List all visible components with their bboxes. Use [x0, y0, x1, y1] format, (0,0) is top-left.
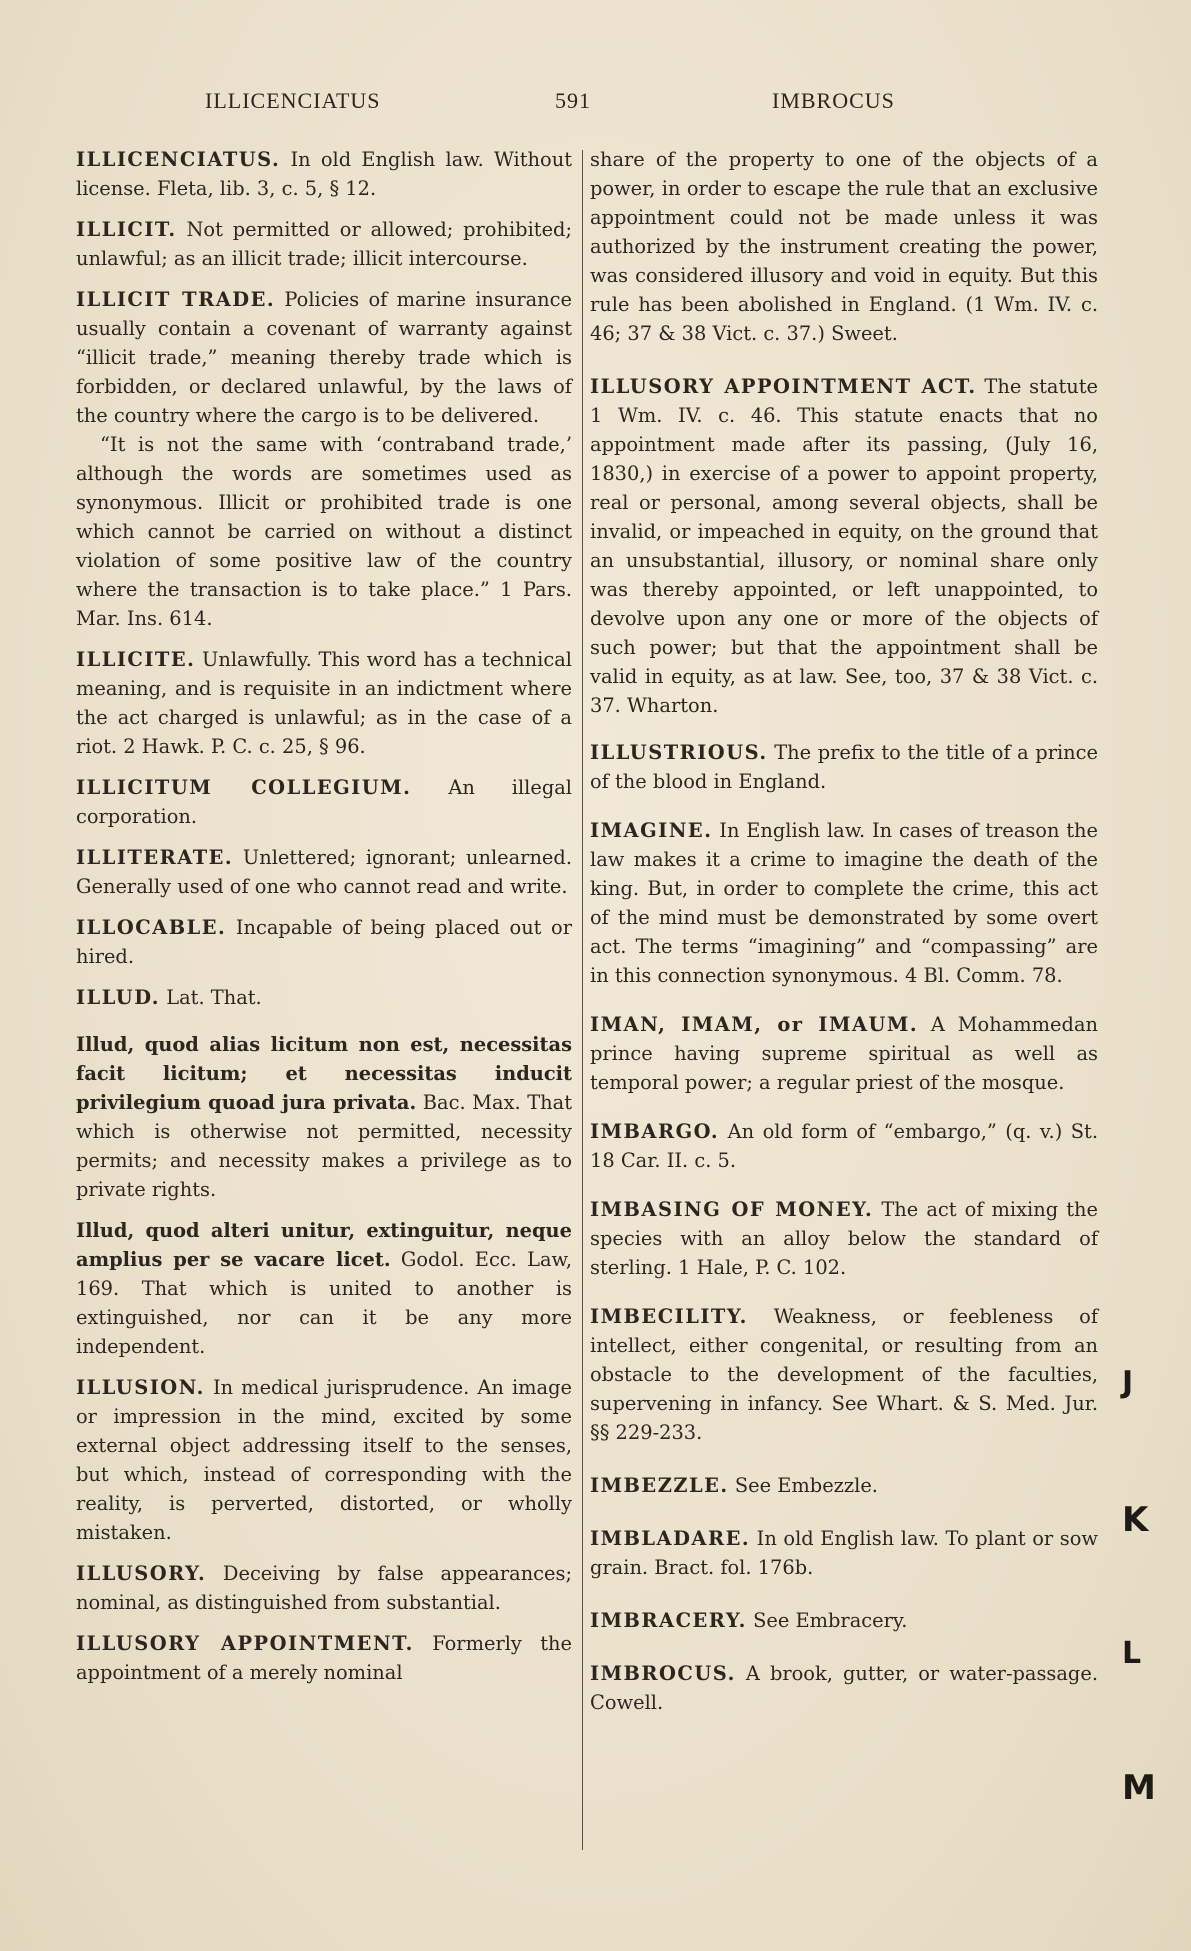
thumb-index-j: J: [1122, 1365, 1134, 1400]
thumb-index-l: L: [1122, 1636, 1142, 1671]
maxim-entry: Illud, quod alteri unitur, extinguitur, neque amplius per se vacare licet. Godol. Ecc. Law, 169. That which is united to another is extinguished, nor can it be any more independent.: [76, 1219, 573, 1358]
entry: ILLUSORY APPOINTMENT ACT. The statute 1 Wm. IV. c. 46. This statute enacts that no appointment made after its passing, (July 16, 1830,) in exercise of a power to appoint property, real or personal, among several objects, shall be invalid, or impeached in equity, on the ground that an unsubstantial, illusory, or nominal share only was thereby appointed, or left unappointed, to devolve upon any one or more of the objects of such power; but that the appointment shall be valid in equity, as at law. See, too, 37 & 38 Vict. c. 37. Wharton.: [590, 375, 1098, 717]
entry: ILLUSTRIOUS. The prefix to the title of a prince of the blood in England.: [590, 741, 1098, 793]
entry: ILLOCABLE. Incapable of being placed out or hired.: [76, 916, 572, 968]
entry: ILLICIT. Not permitted or allowed; prohibited; unlawful; as an illicit trade; illicit intercourse.: [76, 218, 572, 270]
column-divider: [582, 150, 583, 1850]
entry: IMBROCUS. A brook, gutter, or water-passage. Cowell.: [590, 1662, 1098, 1714]
entry: ILLUSORY. Deceiving by false appearances; nominal, as distinguished from substantial.: [76, 1562, 572, 1614]
entry: ILLUSORY APPOINTMENT. Formerly the appointment of a merely nominal: [76, 1632, 572, 1684]
entry: ILLUSION. In medical jurisprudence. An image or impression in the mind, excited by some external object addressing itself to the senses, but which, instead of corresponding with the reality, is perverted, distorted, or wholly mistaken.: [76, 1376, 572, 1544]
entry: ILLICENCIATUS. In old English law. Without license. Fleta, lib. 3, c. 5, § 12.: [76, 148, 572, 200]
entry: IMAGINE. In English law. In cases of treason the law makes it a crime to imagine the death of the king. But, in order to complete the crime, this act of the mind must be demonstrated by some overt act. The terms “imagining” and “compassing” are in this connection synonymous. 4 Bl. Comm. 78.: [590, 819, 1098, 987]
entry-continuation: share of the property to one of the objects of a power, in order to escape the rule that an exclusive appointment could not be made unless it was authorized by the instrument creating the power, was considered illusory and void in equity. But this rule has been abolished in England. (1 Wm. IV. c. 46; 37 & 38 Vict. c. 37.) Sweet.: [590, 148, 1098, 345]
page-number: 591: [555, 88, 591, 113]
entry: IMBEZZLE. See Embezzle.: [590, 1474, 878, 1497]
entry-quote: “It is not the same with ‘contraband trade,’ although the words are sometimes used as synonymous. Illicit or prohibited trade is one which cannot be carried on without a distinct violation of some positive law of the country where the transaction is to take place.” 1 Pars. Mar. Ins. 614.: [76, 433, 572, 630]
thumb-index-m: M: [1122, 1768, 1156, 1808]
entry: ILLUD. Lat. That.: [76, 986, 262, 1009]
entry: ILLICIT TRADE. Policies of marine insurance usually contain a covenant of warranty against “illicit trade,” meaning thereby trade which is forbidden, or declared unlawful, by the laws of the country where the cargo is to be delivered.: [76, 288, 572, 427]
thumb-index-k: K: [1122, 1500, 1149, 1540]
entry: IMAN, IMAM, or IMAUM. A Mohammedan prince having supreme spiritual as well as temporal power; a regular priest of the mosque.: [590, 1013, 1098, 1094]
entry: IMBRACERY. See Embracery.: [590, 1609, 908, 1632]
entry: IMBARGO. An old form of “embargo,” (q. v.) St. 18 Car. II. c. 5.: [590, 1120, 1098, 1172]
left-column: [76, 145, 572, 1699]
maxim-entry: Illud, quod alias licitum non est, necessitas facit licitum; et necessitas inducit privilegium quoad jura privata. Bac. Max. That which is otherwise not permitted, necessity permits; and necessity makes a privilege as to private rights.: [76, 1033, 572, 1201]
entry: IMBASING OF MONEY. The act of mixing the species with an alloy below the standard of sterling. 1 Hale, P. C. 102.: [590, 1198, 1098, 1279]
entry: IMBLADARE. In old English law. To plant or sow grain. Bract. fol. 176b.: [590, 1527, 1098, 1579]
header-right-guide-word: IMBROCUS: [772, 88, 895, 113]
header-left-guide-word: ILLICENCIATUS: [205, 88, 381, 113]
entry: ILLICITE. Unlawfully. This word has a technical meaning, and is requisite in an indictment where the act charged is unlawful; as in the case of a riot. 2 Hawk. P. C. c. 25, § 96.: [76, 648, 572, 758]
entry: ILLICITUM COLLEGIUM. An illegal corporation.: [76, 776, 573, 828]
right-column: [590, 145, 1098, 1729]
running-header: [0, 88, 1191, 118]
entry: IMBECILITY. Weakness, or feebleness of intellect, either congenital, or resulting from an obstacle to the development of the faculties, supervening in infancy. See Whart. & S. Med. Jur. §§ 229-233.: [590, 1305, 1098, 1444]
entry: ILLITERATE. Unlettered; ignorant; unlearned. Generally used of one who cannot read and write.: [76, 846, 572, 898]
